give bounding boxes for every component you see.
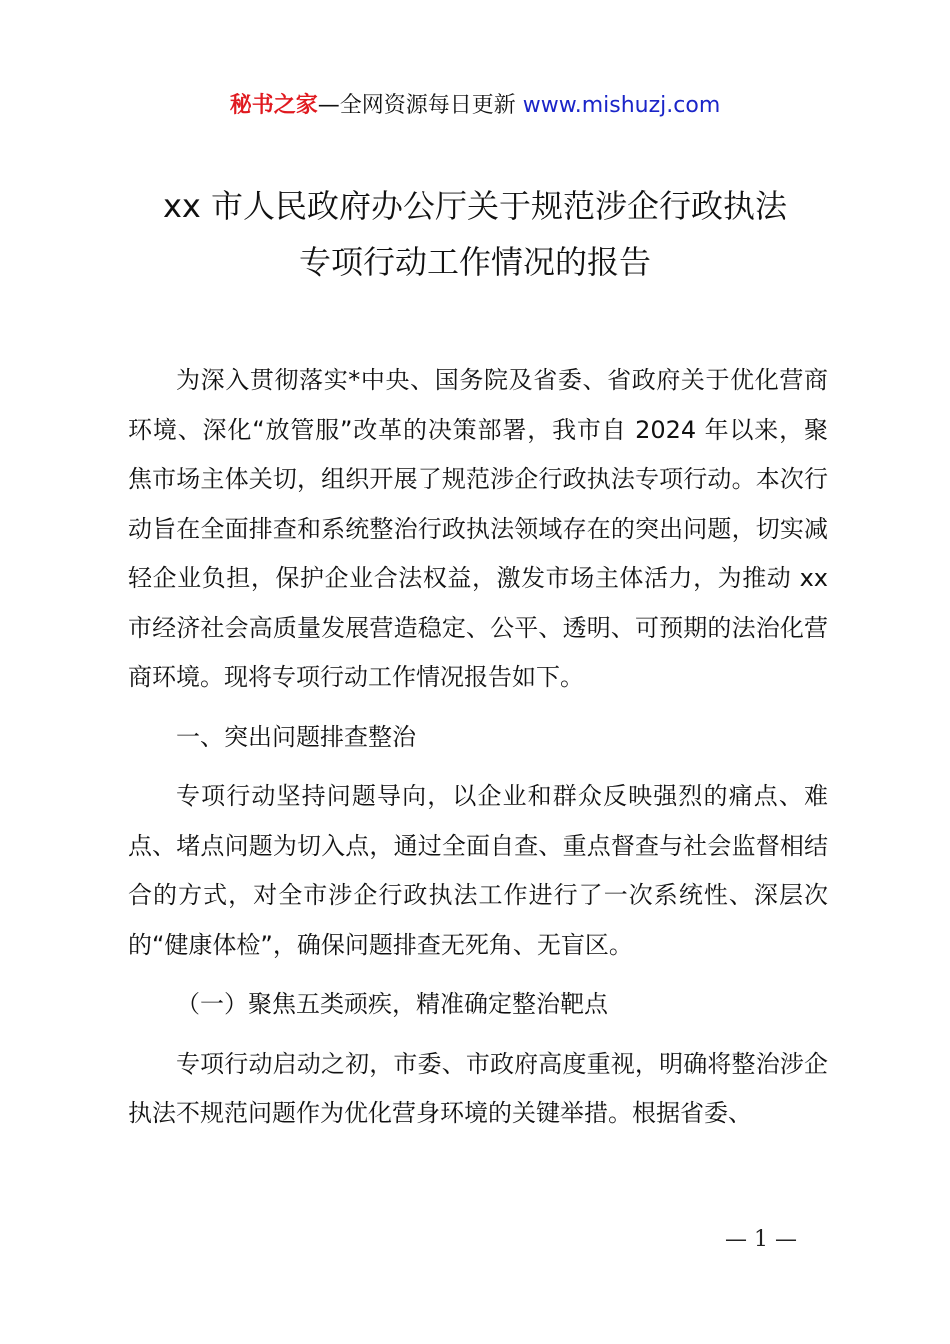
site-url-link[interactable]: www.mishuzj.com bbox=[522, 93, 721, 118]
subsection-1-paragraph: 专项行动启动之初，市委、市政府高度重视，明确将整治涉企执法不规范问题作为优化营身环境的关键举措。根据省委、 bbox=[128, 1049, 828, 1127]
title-line-2: 专项行动工作情况的报告 bbox=[298, 243, 651, 281]
brand-name: 秘书之家 bbox=[229, 93, 318, 118]
section-1-paragraph: 专项行动坚持问题导向，以企业和群众反映强烈的痛点、难点、堵点问题为切入点，通过全面自查、重点督查与社会监督相结合的方式，对全市涉企行政执法工作进行了一次系统性、深层次的“健康体检”，确保问题排查无死角、无盲区。 bbox=[128, 782, 828, 959]
page-number: — 1 — bbox=[725, 1227, 797, 1252]
document-body bbox=[128, 356, 828, 1139]
intro-paragraph: 为深入贯彻落实*中央、国务院及省委、省政府关于优化营商环境、深化“放管服”改革的决策部署，我市自 2024 年以来，聚焦市场主体关切，组织开展了规范涉企行政执法专项行动。本次行动旨在全面排查和系统整治行政执法领域存在的突出问题，切实减轻企业负担，保护企业合法权益，激发市场主体活力，为推动 xx 市经济社会高质量发展营造稳定、公平、透明、可预期的法治化营商环境。现将专项行动工作情况报告如下。 bbox=[128, 366, 828, 691]
section-heading-1: 一、突出问题排查整治 bbox=[176, 722, 416, 751]
subsection-heading-1: （一）聚焦五类顽疾，精准确定整治靶点 bbox=[176, 990, 608, 1018]
banner-slogan: —全网资源每日更新 bbox=[317, 93, 516, 118]
document-title bbox=[0, 178, 950, 290]
site-banner bbox=[0, 86, 950, 126]
title-line-1: xx 市人民政府办公厅关于规范涉企行政执法 bbox=[162, 187, 788, 225]
